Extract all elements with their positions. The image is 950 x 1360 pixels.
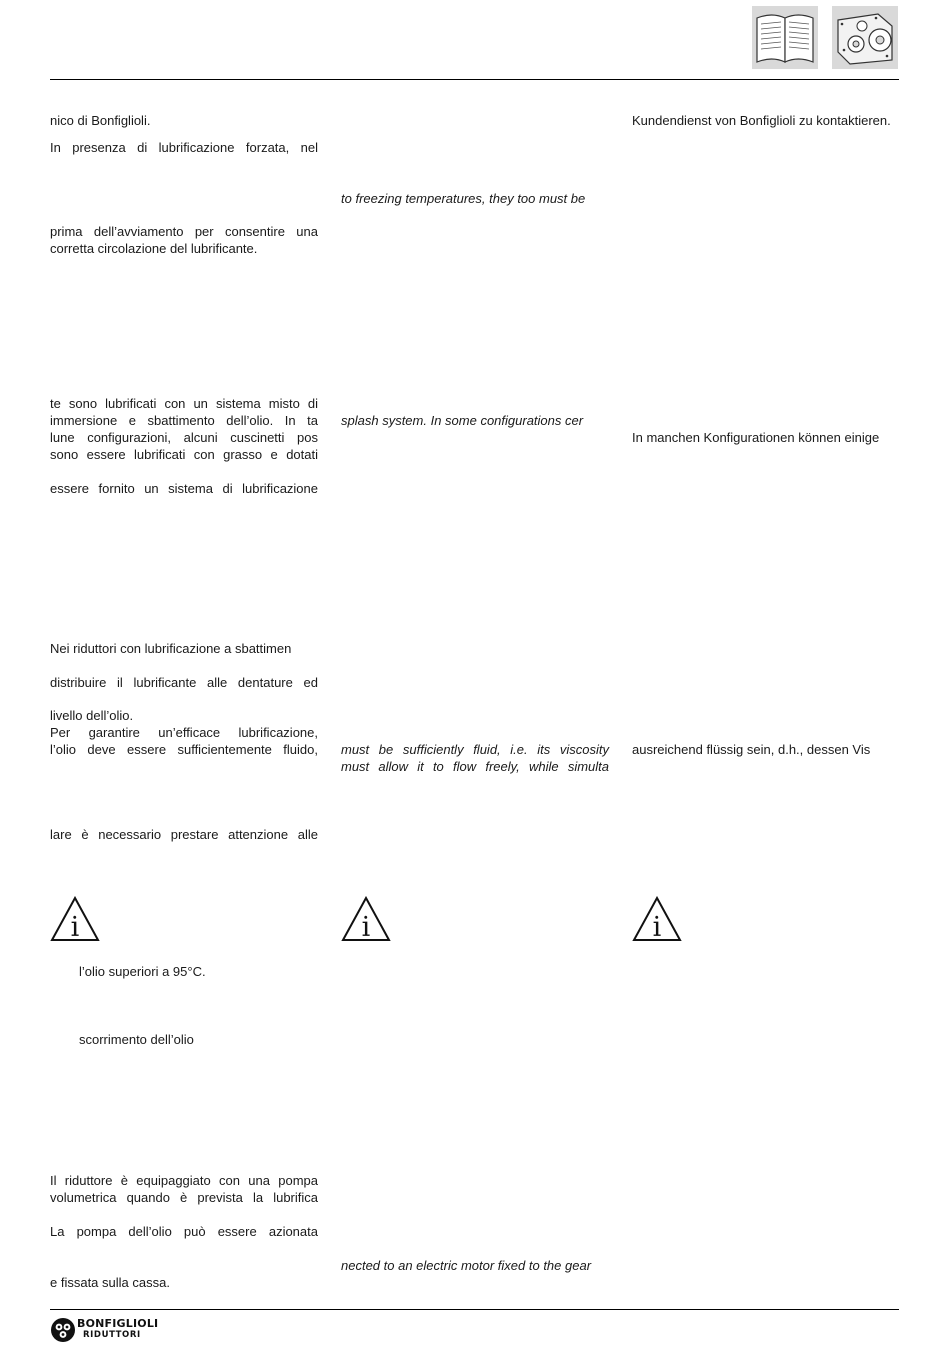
bonfiglioli-logo: [50, 1316, 170, 1344]
header-rule: [50, 79, 899, 80]
de-text-1: Kundendienst von Bonfiglioli zu kontaktieren.: [632, 113, 891, 128]
it-text-9: lare è necessario prestare attenzione alle: [50, 827, 318, 842]
it-text-11: La pompa dell’olio può essere azionata: [50, 1224, 318, 1239]
it-note-2: scorrimento dell’olio: [79, 1032, 194, 1047]
it-paragraph-10: Il riduttore è equipaggiato con una pompa volumetrica quando è prevista la lubrifica: [50, 1173, 318, 1205]
logo-sub-text: RIDUTTORI: [83, 1330, 141, 1340]
it-paragraph-8: livello dell’olio. Per garantire un’efficace lubrificazione, l’olio deve essere sufficientemente fluido,: [50, 708, 318, 757]
footer-rule: [50, 1309, 899, 1310]
svg-text:i: i: [652, 912, 662, 942]
info-warning-icon-de: [632, 896, 682, 942]
en-text-2: splash system. In some configurations cer: [341, 413, 584, 428]
en-text-4: nected to an electric motor fixed to the gear: [341, 1258, 592, 1273]
info-warning-icon-en: [341, 896, 391, 942]
bonfiglioli-logo-icon: [50, 1317, 76, 1343]
en-text-1: to freezing temperatures, they too must be: [341, 191, 586, 206]
manual-book-icon: [752, 6, 818, 69]
it-text-12: e fissata sulla cassa.: [50, 1275, 170, 1290]
it-text-1: nico di Bonfiglioli.: [50, 113, 151, 128]
it-note-1: l’olio superiori a 95°C.: [79, 964, 206, 979]
logo-brand-text: BONFIGLIOLI: [77, 1317, 159, 1330]
it-text-5: essere fornito un sistema di lubrificazione: [50, 481, 318, 496]
it-text-6: Nei riduttori con lubrificazione a sbattimen: [50, 641, 292, 656]
gear-unit-icon: [832, 6, 898, 69]
it-paragraph-4: te sono lubrificati con un sistema misto di immersione e sbattimento dell’olio. In ta lune configurazioni, alcuni cuscinetti pos sono essere lubrificati con grasso e dotati: [50, 396, 318, 462]
svg-text:i: i: [361, 912, 371, 942]
info-warning-icon-it: [50, 896, 100, 942]
it-text-2: In presenza di lubrificazione forzata, nel: [50, 140, 318, 155]
it-paragraph-3: prima dell’avviamento per consentire una corretta circolazione del lubrificante.: [50, 224, 318, 256]
it-text-7: distribuire il lubrificante alle dentature ed: [50, 675, 318, 690]
de-text-3: ausreichend flüssig sein, d.h., dessen Vis: [632, 742, 871, 757]
svg-text:i: i: [70, 912, 80, 942]
de-text-2: In manchen Konfigurationen können einige: [632, 430, 880, 445]
en-paragraph-3: must be sufficiently fluid, i.e. its viscosity must allow it to flow freely, while simulta: [341, 742, 609, 774]
